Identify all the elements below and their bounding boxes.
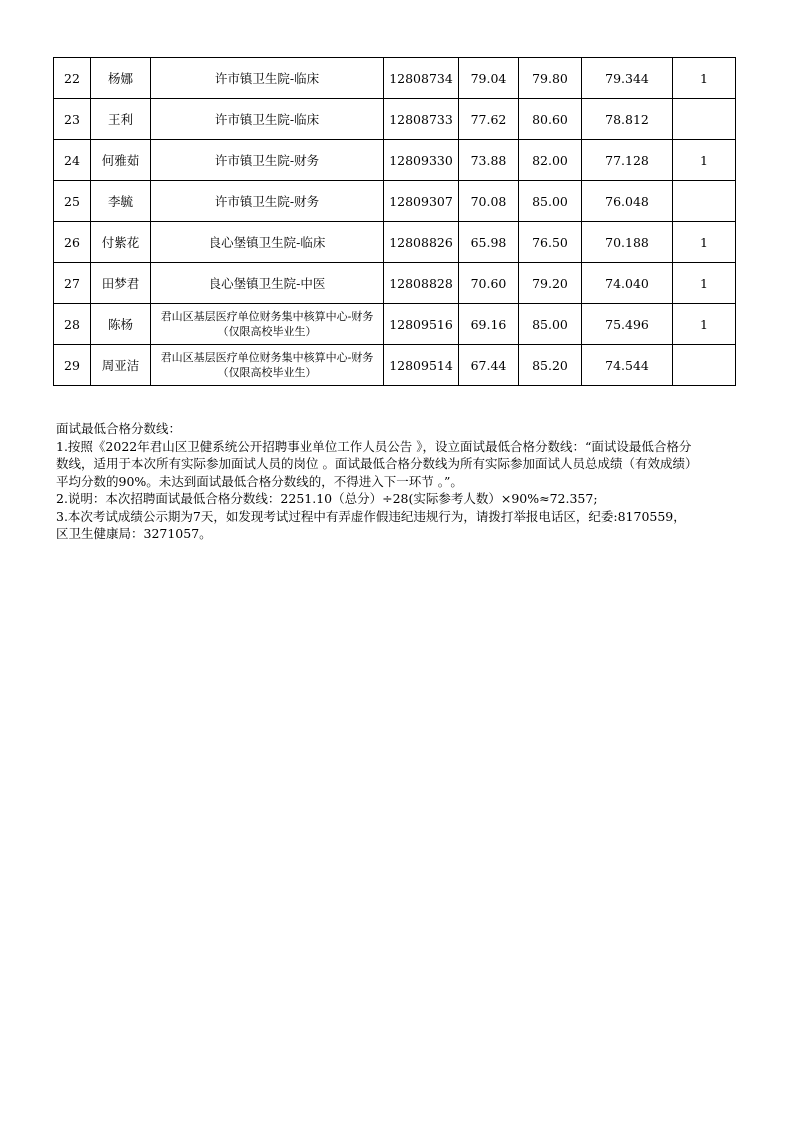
cell-total-score: 78.812 (582, 99, 673, 140)
cell-ticket-number: 12808826 (384, 222, 459, 263)
cell-rank: 1 (673, 58, 736, 99)
table-row (54, 263, 736, 304)
cell-rank (673, 181, 736, 222)
cell-number: 25 (54, 181, 91, 222)
cell-number: 28 (54, 304, 91, 345)
department-label: 良心堡镇卫生院-临床 (208, 234, 326, 250)
cell-written-score: 70.08 (459, 181, 519, 222)
cell-number: 23 (54, 99, 91, 140)
cell-name: 付紫花 (91, 222, 151, 263)
cell-name: 田梦君 (91, 263, 151, 304)
table-row (54, 345, 736, 386)
table-row (54, 99, 736, 140)
notes-item-2: 2.说明：本次招聘面试最低合格分数线：2251.10（总分）÷28(实际参考人数）×90%≈72.357; (56, 491, 598, 506)
cell-number: 29 (54, 345, 91, 386)
cell-name: 杨娜 (91, 58, 151, 99)
cell-written-score: 77.62 (459, 99, 519, 140)
results-table (53, 57, 736, 386)
cell-rank (673, 345, 736, 386)
cell-written-score: 65.98 (459, 222, 519, 263)
cell-interview-score: 85.00 (519, 304, 582, 345)
cell-total-score: 75.496 (582, 304, 673, 345)
table-row (54, 222, 736, 263)
cell-interview-score: 79.80 (519, 58, 582, 99)
department-label: 许市镇卫生院-临床 (214, 111, 320, 127)
table-row (54, 181, 736, 222)
table-row (54, 140, 736, 181)
cell-number: 24 (54, 140, 91, 181)
cell-number: 27 (54, 263, 91, 304)
cell-total-score: 79.344 (582, 58, 673, 99)
cell-interview-score: 80.60 (519, 99, 582, 140)
cell-rank: 1 (673, 222, 736, 263)
cell-name: 陈杨 (91, 304, 151, 345)
cell-interview-score: 85.20 (519, 345, 582, 386)
cell-ticket-number: 12809516 (384, 304, 459, 345)
department-label: 许市镇卫生院-财务 (214, 152, 320, 168)
department-label: 良心堡镇卫生院-中医 (208, 275, 326, 291)
cell-written-score: 73.88 (459, 140, 519, 181)
cell-ticket-number: 12809514 (384, 345, 459, 386)
cell-written-score: 70.60 (459, 263, 519, 304)
notes-item-1: 1.按照《2022年君山区卫健系统公开招聘事业单位工作人员公告 》，设立面试最低合格分数线：“面试设最低合格分数线，适用于本次所有实际参加面试人员的岗位 。面试最低合格分数线为所有实际参加面试人员总成绩（有效成绩）平均分数的90%。未达到面试最低合格分数线的，不得进入下一环节 。”。 (56, 438, 692, 489)
department-label: 许市镇卫生院-临床 (214, 70, 320, 86)
cell-number: 22 (54, 58, 91, 99)
cell-interview-score: 82.00 (519, 140, 582, 181)
cell-department (151, 263, 384, 304)
cell-interview-score: 85.00 (519, 181, 582, 222)
notes-section (56, 420, 696, 543)
cell-department (151, 58, 384, 99)
results-table-body (54, 58, 736, 386)
cell-rank (673, 99, 736, 140)
department-label: 君山区基层医疗单位财务集中核算中心-财务 (160, 351, 374, 364)
cell-name: 王利 (91, 99, 151, 140)
cell-name: 周亚洁 (91, 345, 151, 386)
department-note: （仅限高校毕业生） (217, 366, 317, 379)
department-label: 君山区基层医疗单位财务集中核算中心-财务 (160, 310, 374, 323)
notes-heading: 面试最低合格分数线： (56, 421, 182, 436)
cell-ticket-number: 12809330 (384, 140, 459, 181)
notes-item-3: 3.本次考试成绩公示期为7天，如发现考试过程中有弄虚作假违纪违规行为，请拨打举报电话区，纪委:8170559，区卫生健康局：3271057。 (56, 508, 686, 541)
cell-department (151, 181, 384, 222)
cell-total-score: 74.544 (582, 345, 673, 386)
cell-total-score: 74.040 (582, 263, 673, 304)
cell-total-score: 70.188 (582, 222, 673, 263)
cell-ticket-number: 12808733 (384, 99, 459, 140)
cell-rank: 1 (673, 304, 736, 345)
cell-ticket-number: 12808828 (384, 263, 459, 304)
cell-written-score: 79.04 (459, 58, 519, 99)
cell-total-score: 76.048 (582, 181, 673, 222)
department-note: （仅限高校毕业生） (217, 325, 317, 338)
cell-department (151, 304, 384, 345)
cell-ticket-number: 12808734 (384, 58, 459, 99)
cell-department (151, 222, 384, 263)
cell-rank: 1 (673, 140, 736, 181)
cell-number: 26 (54, 222, 91, 263)
cell-department (151, 345, 384, 386)
cell-rank: 1 (673, 263, 736, 304)
cell-department (151, 140, 384, 181)
cell-written-score: 67.44 (459, 345, 519, 386)
cell-ticket-number: 12809307 (384, 181, 459, 222)
cell-interview-score: 76.50 (519, 222, 582, 263)
cell-name: 李毓 (91, 181, 151, 222)
cell-written-score: 69.16 (459, 304, 519, 345)
cell-name: 何雅茹 (91, 140, 151, 181)
cell-total-score: 77.128 (582, 140, 673, 181)
table-row (54, 58, 736, 99)
department-label: 许市镇卫生院-财务 (214, 193, 320, 209)
cell-department (151, 99, 384, 140)
cell-interview-score: 79.20 (519, 263, 582, 304)
table-row (54, 304, 736, 345)
